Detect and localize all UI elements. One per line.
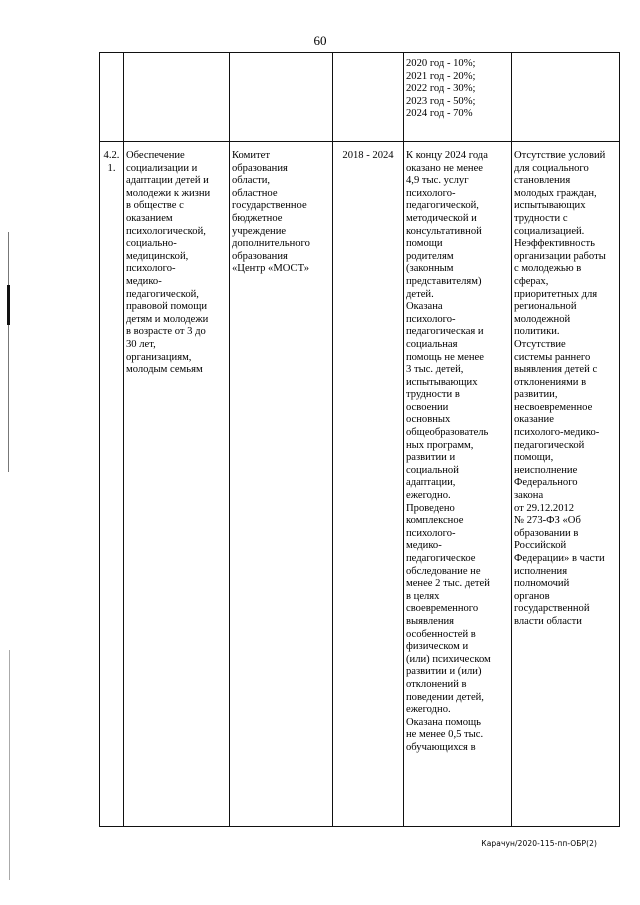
cell-text-line: «Центр «МОСТ» (232, 263, 310, 275)
cell-text-line: несвоевременное (514, 401, 593, 413)
cell-text-line: обследование не (406, 565, 481, 577)
cell-number (100, 142, 124, 827)
cell-text-line: молодых граждан, (514, 187, 597, 199)
table-row (100, 142, 620, 827)
cell-text-line: освоении (406, 401, 449, 413)
cell-text-line: представителям) (406, 275, 482, 287)
cell-text-line: педагогическое (406, 553, 476, 564)
cell-text-line: физическом и (406, 641, 469, 653)
cell-text-line: родителям (406, 250, 454, 262)
cell-text-line: государственное (232, 200, 307, 212)
cell-text-line: 30 лет, (126, 338, 156, 350)
cell-text-line: медицинской, (126, 250, 189, 262)
cell-responsible (230, 53, 333, 142)
cell-text-line: консультативной (406, 225, 482, 237)
cell-text-line: Федерального (514, 477, 578, 489)
cell-text-line: выявления детей с (514, 364, 598, 376)
cell-text-line: правовой помощи (126, 301, 208, 313)
cell-text-line: организациям, (126, 351, 192, 363)
cell-text-line: основных (406, 414, 451, 426)
cell-text-line: 2020 год - 10%; (406, 58, 476, 69)
cell-text-line: государственной (514, 603, 590, 615)
cell-text-line: отклонениями в (514, 376, 587, 388)
cell-text-line: оказанием (126, 212, 173, 224)
cell-text-line: адаптации детей и (126, 175, 209, 187)
cell-period (333, 142, 404, 827)
cell-text-line: не менее 0,5 тыс. (406, 729, 484, 741)
cell-text-line: от 29.12.2012 (514, 502, 575, 514)
cell-result (404, 142, 512, 827)
cell-text-line: развитии, (514, 389, 558, 401)
cell-text-line: детей. (406, 288, 434, 300)
cell-text-line: образовании в (514, 527, 579, 539)
cell-text-line: обучающихся в (406, 741, 476, 753)
cell-text-line: своевременного (406, 603, 479, 615)
cell-text-line: системы раннего (514, 351, 591, 363)
cell-text-line: общеобразователь (406, 427, 489, 439)
cell-text-line: помощи (406, 238, 443, 250)
cell-text-line: социально- (126, 238, 177, 250)
cell-text-line: приоритетных для (514, 288, 598, 300)
cell-text-line: образования (232, 250, 288, 262)
scan-margin-mark (7, 285, 10, 325)
cell-text-line: отклонений в (406, 678, 467, 690)
cell-text-line: дополнительного (232, 238, 310, 250)
cell-text-line: 1. (107, 162, 116, 174)
cell-text-line: учреждение (232, 225, 287, 237)
cell-text-line: (законным (406, 263, 454, 275)
cell-text-line: 2024 год - 70% (406, 108, 473, 120)
document-footer: Карачун/2020-115-пп-ОБР(2) (481, 839, 597, 848)
cell-text-line: молодежи к жизни (126, 187, 211, 199)
cell-text-line: ежегодно. (406, 704, 451, 716)
cell-text-line: менее 2 тыс. детей (406, 578, 490, 590)
cell-text-line: педагогической, (126, 288, 199, 300)
cell-text-line: Оказана (406, 301, 443, 313)
cell-responsible (230, 142, 333, 827)
cell-consequences (512, 53, 620, 142)
cell-text-line: Оказана помощь (406, 716, 481, 728)
cell-text-line: трудности в (406, 389, 460, 401)
cell-text-line: К концу 2024 года (406, 150, 488, 161)
cell-text-line: ных программ, (406, 439, 474, 451)
cell-text-line: молодым семьям (126, 364, 203, 376)
cell-text-line: поведении детей, (406, 691, 484, 703)
cell-text-line: психолого-медико- (514, 427, 600, 439)
cell-consequences (512, 142, 620, 827)
cell-text-line: неисполнение (514, 464, 578, 476)
cell-text-line: 3 тыс. детей, (406, 364, 464, 376)
cell-measure (124, 53, 230, 142)
cell-text-line: детям и молодежи (126, 313, 209, 325)
cell-text-line: развитии и (или) (406, 666, 482, 678)
cell-text-line: социальной (406, 464, 459, 476)
cell-text-line: испытывающих (514, 200, 586, 212)
cell-text-line: помощь не менее (406, 351, 484, 363)
cell-text-line: бюджетное (232, 212, 283, 224)
cell-text-line: медико- (406, 540, 442, 552)
cell-text-line: педагогической (514, 439, 585, 451)
cell-text-line: 4,9 тыс. услуг (406, 175, 469, 187)
cell-text-line: Неэффективность (514, 238, 595, 250)
cell-text-line: 2021 год - 20%; (406, 70, 476, 82)
cell-text-line: адаптации, (406, 477, 456, 489)
cell-text-line: 2023 год - 50%; (406, 95, 476, 107)
cell-result (404, 53, 512, 142)
cell-text-line: психолого- (406, 313, 456, 325)
cell-text-line: № 273-ФЗ «Об (514, 515, 581, 527)
cell-text-line: области, (232, 175, 271, 187)
cell-text-line: 2018 - 2024 (342, 150, 394, 161)
cell-text-line: Отсутствие (514, 338, 566, 350)
table-row (100, 53, 620, 142)
cell-text-line: комплексное (406, 515, 464, 527)
cell-text-line: методической и (406, 212, 477, 224)
cell-text-line: оказано не менее (406, 162, 483, 174)
cell-period (333, 53, 404, 142)
cell-text-line: региональной (514, 301, 577, 313)
scan-margin-line (9, 650, 10, 880)
cell-text-line: особенностей в (406, 628, 476, 640)
cell-text-line: ежегодно. (406, 490, 451, 502)
cell-text-line: педагогическая и (406, 326, 484, 338)
cell-text-line: образования (232, 162, 288, 174)
cell-text-line: Комитет (232, 150, 270, 161)
cell-text-line: психологической, (126, 225, 206, 237)
cell-text-line: в обществе с (126, 200, 184, 212)
cell-text-line: сферах, (514, 275, 549, 287)
cell-text-line: помощи, (514, 452, 554, 464)
cell-text-line: становления (514, 175, 571, 187)
cell-text-line: социальная (406, 338, 458, 350)
cell-text-line: испытывающих (406, 376, 478, 388)
cell-number (100, 53, 124, 142)
cell-text-line: 2022 год - 30%; (406, 83, 476, 95)
cell-text-line: медико- (126, 275, 162, 287)
cell-text-line: развитии и (406, 452, 456, 464)
cell-text-line: власти области (514, 615, 582, 627)
cell-text-line: оказание (514, 414, 554, 426)
cell-text-line: в возрасте от 3 до (126, 326, 206, 338)
cell-text-line: Российской (514, 540, 567, 552)
cell-text-line: Отсутствие условий (514, 150, 606, 161)
cell-text-line: органов (514, 590, 550, 602)
measures-table (99, 52, 620, 827)
cell-text-line: полномочий (514, 578, 570, 590)
cell-text-line: психолого- (406, 527, 456, 539)
cell-text-line: психолого- (126, 263, 176, 275)
cell-text-line: Обеспечение (126, 150, 185, 161)
cell-text-line: закона (514, 490, 544, 502)
cell-text-line: исполнения (514, 565, 568, 577)
cell-text-line: организации работы (514, 250, 606, 262)
cell-text-line: в целях (406, 590, 440, 602)
cell-text-line: с молодежью в (514, 263, 582, 275)
cell-text-line: трудности с (514, 212, 568, 224)
cell-text-line: для социального (514, 162, 589, 174)
cell-text-line: областное (232, 187, 278, 199)
cell-measure (124, 142, 230, 827)
cell-text-line: Федерации» в части (514, 553, 605, 564)
cell-text-line: 4.2. (103, 150, 120, 161)
cell-text-line: психолого- (406, 187, 456, 199)
cell-text-line: социализацией. (514, 225, 585, 237)
cell-text-line: Проведено (406, 502, 455, 514)
page-number: 60 (313, 33, 327, 48)
cell-text-line: (или) психическом (406, 653, 491, 665)
cell-text-line: политики. (514, 326, 560, 338)
cell-text-line: педагогической, (406, 200, 479, 212)
scan-margin-line (8, 232, 9, 472)
cell-text-line: молодежной (514, 313, 571, 325)
cell-text-line: социализации и (126, 162, 198, 174)
cell-text-line: выявления (406, 615, 455, 627)
